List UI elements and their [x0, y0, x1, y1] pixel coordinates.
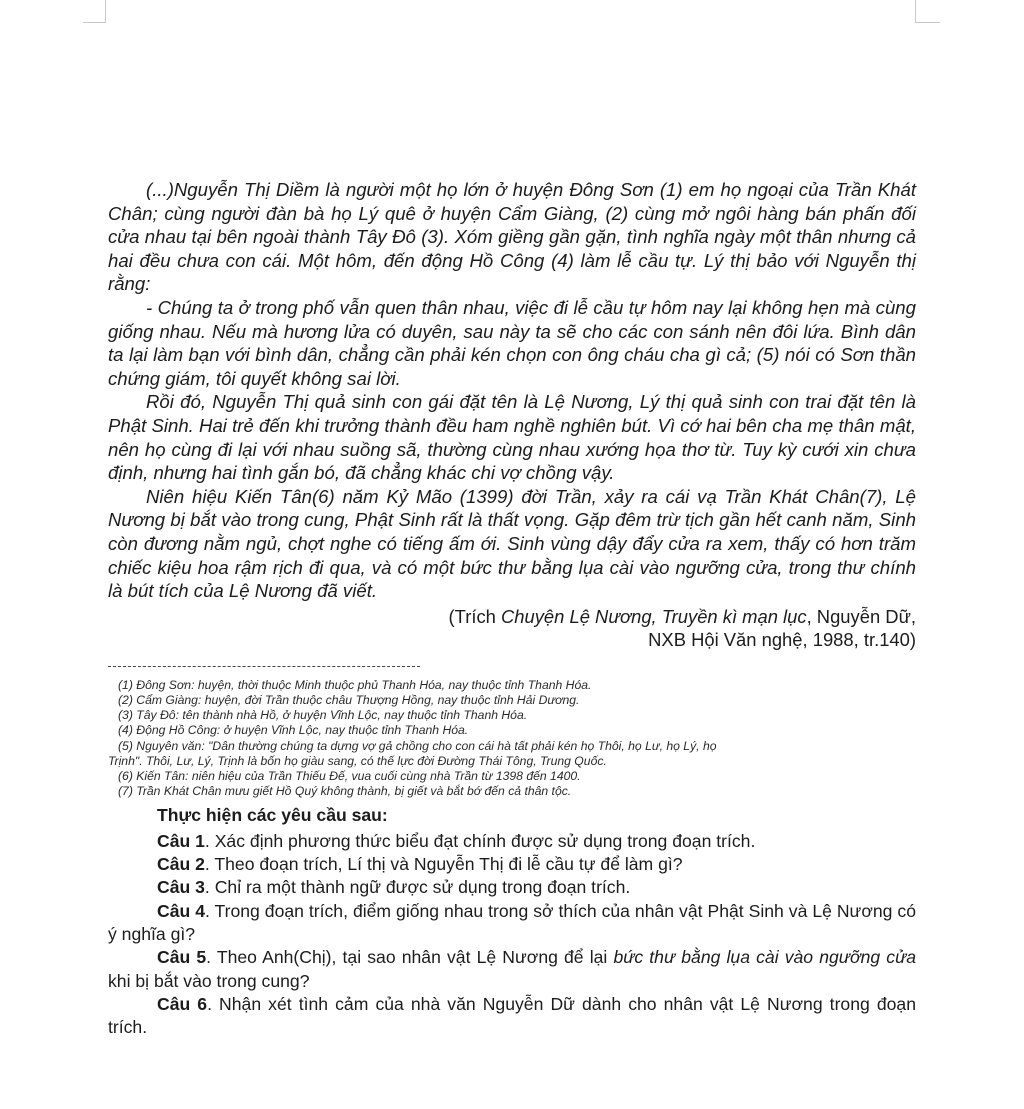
citation-line-2: NXB Hội Văn nghệ, 1988, tr.140) — [648, 629, 916, 651]
footnote: (7) Trần Khát Chân mưu giết Hồ Quý không thành, bị giết và bắt bớ đến cả thân tộc. — [118, 784, 572, 799]
question-label: Câu 6 — [157, 993, 208, 1014]
story-excerpt — [108, 178, 916, 603]
story-paragraph: (...)Nguyễn Thị Diềm là người một họ lớn ở huyện Đông Sơn (1) em họ ngoại của Trần Khát Chân; cùng người đàn bà họ Lý quê ở huyện Cẩm Giàng, (2) cùng mở ngôi hàng bán phấn đối cửa nhau tại bên ngoài thành Tây Đô (3). Xóm giềng gần gặn, tình nghĩa ngày một thân nhưng cả hai đều chưa con cái. Một hôm, đến động Hồ Công (4) làm lễ cầu tự. Lý thị bảo với Nguyễn thị rằng: — [108, 179, 916, 295]
question-text: . Xác định phương thức biểu đạt chính được sử dụng trong đoạn trích. — [204, 830, 756, 851]
citation-author: , Nguyễn Dữ, — [806, 605, 916, 627]
question-item — [108, 830, 916, 853]
footnotes — [108, 678, 916, 800]
question-item — [108, 853, 916, 876]
question-item — [108, 993, 916, 1040]
story-paragraph: Niên hiệu Kiến Tân(6) năm Kỷ Mão (1399) đời Trần, xảy ra cái vạ Trần Khát Chân(7), Lệ Nương bị bắt vào trong cung, Phật Sinh rất là thất vọng. Gặp đêm trừ tịch gần hết canh năm, Sinh còn đương nằm ngủ, chợt nghe có tiếng ấm ới. Sinh vùng dậy đẩy cửa ra xem, thấy có hơn trăm chiếc kiệu hoa rậm rịch đi qua, và có một bức thư bằng lụa cài vào ngưỡng cửa, trong thư chính là bút tích của Lệ Nương đã viết. — [108, 485, 916, 602]
citation-line-1 — [108, 605, 916, 629]
citation-title: Chuyện Lệ Nương, Truyền kì mạn lục — [500, 605, 807, 627]
question-item — [108, 900, 916, 947]
question-item — [108, 876, 916, 899]
source-citation — [108, 605, 916, 652]
question-item — [108, 946, 916, 993]
question-emphasis: bức thư bằng lụa cài vào ngưỡng cửa — [613, 947, 917, 968]
footnote-continuation: Trịnh". Thôi, Lư, Lý, Trịnh là bốn họ giàu sang, có thế lực đời Đường Thái Tông, Trung Quốc. — [108, 753, 607, 768]
question-text: . Nhận xét tình cảm của nhà văn Nguyễn Dữ dành cho nhân vật Lệ Nương trong đoạn trích. — [108, 993, 916, 1038]
questions-section — [108, 804, 916, 1040]
page-corner-mark-left — [83, 0, 106, 23]
question-text: . Theo Anh(Chị), tại sao nhân vật Lệ Nương để lại — [206, 947, 614, 968]
citation-prefix: (Trích — [448, 605, 501, 627]
story-paragraph: - Chúng ta ở trong phố vẫn quen thân nhau, việc đi lễ cầu tự hôm nay lại không hẹn mà cùng giống nhau. Nếu mà hương lửa có duyên, sau này ta sẽ cho các con sánh nên đôi lứa. Bình dân ta lại làm bạn với bình dân, chẳng cần phải kén chọn con ông cháu cha gì cả; (5) nói có Sơn thần chứng giám, tôi quyết không sai lời. — [108, 296, 916, 389]
question-label: Câu 2 — [157, 854, 205, 875]
story-paragraph: Rồi đó, Nguyễn Thị quả sinh con gái đặt tên là Lệ Nương, Lý thị quả sinh con trai đặt tên là Phật Sinh. Hai trẻ đến khi trưởng thành đều ham nghề nghiên bút. Vì cớ hai bên cha mẹ thân mật, nên họ cùng đi lại với nhau suồng sã, thường cùng nhau xướng họa thơ từ. Tuy kỳ cưới xin chưa định, nhưng hai tình gắn bó, đã chẳng khác chi vợ chồng vậy. — [108, 391, 916, 484]
question-label: Câu 1 — [157, 830, 205, 851]
footnote: (4) Động Hồ Công: ở huyện Vĩnh Lộc, nay thuộc tỉnh Thanh Hóa. — [118, 723, 469, 738]
question-label: Câu 5 — [157, 947, 207, 968]
footnote-divider — [108, 666, 420, 667]
question-text: . Theo đoạn trích, Lí thị và Nguyễn Thị đi lễ cầu tự để làm gì? — [204, 854, 683, 875]
footnote: (1) Đông Sơn: huyện, thời thuộc Minh thuộc phủ Thanh Hóa, nay thuộc tỉnh Thanh Hóa. — [118, 677, 592, 692]
question-label: Câu 3 — [157, 877, 205, 898]
document-page — [108, 178, 916, 1039]
footnote: (6) Kiến Tân: niên hiệu của Trần Thiếu Đế, vua cuối cùng nhà Trần từ 1398 đến 1400. — [118, 769, 581, 784]
question-text: khi bị bắt vào trong cung? — [108, 970, 310, 991]
footnote: (2) Cẩm Giàng: huyện, đời Trần thuộc châu Thượng Hồng, nay thuộc tỉnh Hải Dương. — [118, 693, 580, 708]
question-text: . Chỉ ra một thành ngữ được sử dụng trong đoạn trích. — [204, 877, 631, 898]
questions-heading: Thực hiện các yêu cầu sau: — [157, 804, 388, 825]
question-text: . Trong đoạn trích, điểm giống nhau trong sở thích của nhân vật Phật Sinh và Lệ Nương có ý nghĩa gì? — [108, 900, 916, 944]
page-corner-mark-right — [915, 0, 940, 23]
footnote: (3) Tây Đô: tên thành nhà Hồ, ở huyện Vĩnh Lộc, nay thuộc tỉnh Thanh Hóa. — [118, 708, 528, 723]
question-label: Câu 4 — [157, 900, 205, 921]
footnote: (5) Nguyên văn: "Dân thường chúng ta dựng vợ gả chồng cho con cái hà tất phải kén họ Thôi, họ Lư, họ Lý, họ — [118, 738, 717, 753]
